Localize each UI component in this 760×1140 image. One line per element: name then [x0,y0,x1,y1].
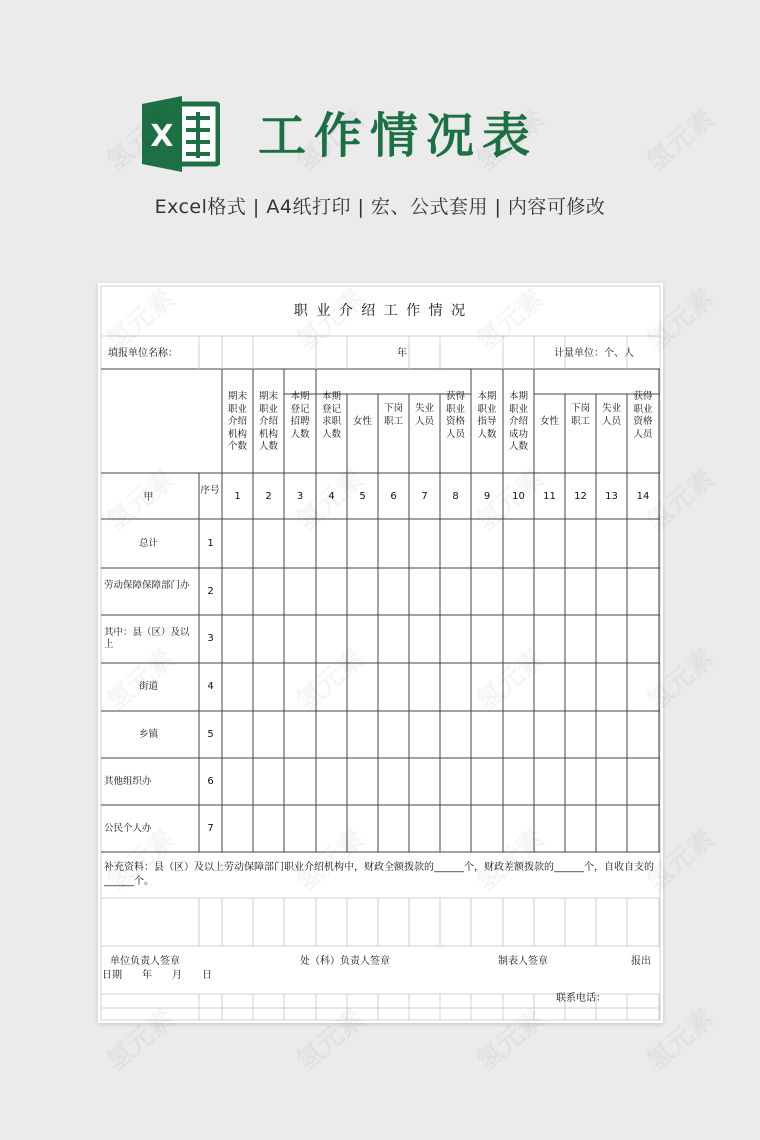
data-cell[interactable] [627,568,659,615]
data-cell[interactable] [378,663,409,711]
data-cell[interactable] [222,805,253,852]
data-cell[interactable] [440,758,471,805]
watermark [637,99,721,177]
measure-unit-label: 计量单位：个、人 [554,348,634,359]
data-cell[interactable] [316,711,347,758]
data-cell[interactable] [284,568,316,615]
data-cell[interactable] [378,758,409,805]
column-number: 3 [296,491,304,502]
column-header: 期末职业介绍机构个数 [227,391,247,452]
column-header: 本期职业介绍成功人数 [508,391,528,452]
data-cell[interactable] [471,615,503,663]
data-cell[interactable] [596,615,627,663]
data-cell[interactable] [534,568,565,615]
sheet-title: 职 业 介 绍 工 作 情 况 [293,303,468,319]
data-cell[interactable] [565,615,596,663]
data-cell[interactable] [222,568,253,615]
unit-name-label: 填报单位名称： [108,348,178,359]
data-cell[interactable] [409,615,440,663]
data-cell[interactable] [347,519,378,568]
data-cell[interactable] [503,711,534,758]
column-header: 失业人员 [414,403,434,427]
data-cell[interactable] [440,519,471,568]
data-cell[interactable] [378,519,409,568]
data-cell[interactable] [471,568,503,615]
data-cell[interactable] [627,711,659,758]
column-number: 10 [512,491,525,502]
data-cell[interactable] [222,663,253,711]
data-cell[interactable] [627,805,659,852]
data-cell[interactable] [534,758,565,805]
data-cell[interactable] [627,758,659,805]
data-cell[interactable] [378,568,409,615]
data-cell[interactable] [627,615,659,663]
row-number: 1 [207,537,214,549]
data-cell[interactable] [284,805,316,852]
row-number: 5 [207,728,214,740]
data-cell[interactable] [222,519,253,568]
data-cell[interactable] [284,711,316,758]
column-number: 11 [543,491,556,502]
data-cell[interactable] [440,663,471,711]
data-cell[interactable] [440,615,471,663]
column-number: 7 [421,491,428,502]
data-cell[interactable] [316,568,347,615]
column-header: 获得职业资格人员 [633,391,653,440]
seq-header: 序号 [200,485,220,496]
data-cell[interactable] [596,758,627,805]
column-header: 期末职业介绍机构人数 [258,391,278,452]
column-number: 12 [574,491,587,502]
data-cell[interactable] [253,663,284,711]
column-header: 女性 [539,416,559,427]
column-header: 本期登记求职人数 [321,391,341,440]
column-number: 14 [636,491,650,502]
data-cell[interactable] [409,568,440,615]
row-number: 6 [207,775,214,787]
data-cell[interactable] [316,758,347,805]
data-cell[interactable] [253,711,284,758]
column-number: 2 [265,491,272,502]
column-number: 5 [359,491,366,502]
data-cell[interactable] [503,568,534,615]
date-label: 日期 年 月 日 [102,970,212,981]
column-number: 9 [483,491,491,502]
data-cell[interactable] [471,758,503,805]
row-number: 7 [207,822,214,834]
data-cell[interactable] [347,758,378,805]
data-cell[interactable] [409,758,440,805]
sign-report-label: 报出 [631,956,651,967]
row-label: 总计 [138,537,158,549]
data-cell[interactable] [409,711,440,758]
data-cell[interactable] [253,805,284,852]
data-cell[interactable] [440,711,471,758]
row-label: 乡镇 [138,728,158,740]
column-number: 13 [605,491,618,502]
data-cell[interactable] [565,711,596,758]
row-number: 4 [207,681,214,692]
data-cell[interactable] [534,711,565,758]
data-cell[interactable] [222,615,253,663]
data-cell[interactable] [596,663,627,711]
row-number: 3 [207,633,214,644]
row-label: 公民个人办 [104,822,152,834]
data-cell[interactable] [565,758,596,805]
data-cell[interactable] [378,805,409,852]
data-cell[interactable] [347,711,378,758]
logo-letter: X [150,119,174,154]
row-label: 街道 [138,681,158,692]
data-cell[interactable] [471,711,503,758]
data-cell[interactable] [284,758,316,805]
data-cell[interactable] [565,519,596,568]
data-cell[interactable] [503,758,534,805]
data-cell[interactable] [347,568,378,615]
row-label: 其中：县（区）及以上 [104,627,190,650]
row-label: 其他组织办 [104,775,152,787]
data-cell[interactable] [378,615,409,663]
column-header: 获得职业资格人员 [445,391,465,440]
year-label: 年 [397,348,407,359]
data-cell[interactable] [253,615,284,663]
column-header: 失业人员 [601,403,621,427]
data-cell[interactable] [565,568,596,615]
sign-dept-label: 处（科）负责人签章 [300,956,390,967]
column-header: 下岗职工 [383,403,403,427]
column-number: 6 [390,491,397,502]
data-cell[interactable] [284,615,316,663]
data-cell[interactable] [596,805,627,852]
data-cell[interactable] [253,758,284,805]
data-cell[interactable] [409,663,440,711]
column-header: 本期职业指导人数 [477,391,497,440]
column-header: 本期登记招聘人数 [290,391,310,440]
page-subtitle: Excel格式 | A4纸打印 | 宏、公式套用 | 内容可修改 [154,196,606,218]
spreadsheet-page [98,283,663,1023]
data-cell[interactable] [222,711,253,758]
data-cell[interactable] [596,519,627,568]
column-header: 下岗职工 [570,403,590,427]
data-cell[interactable] [565,805,596,852]
column-header: 女性 [352,416,372,427]
data-cell[interactable] [253,568,284,615]
row-a-label: 甲 [143,492,154,503]
data-cell[interactable] [503,519,534,568]
data-cell[interactable] [596,711,627,758]
data-cell[interactable] [253,519,284,568]
data-cell[interactable] [596,568,627,615]
data-cell[interactable] [409,805,440,852]
column-number: 4 [328,491,335,502]
data-cell[interactable] [222,758,253,805]
data-cell[interactable] [378,711,409,758]
phone-label: 联系电话： [556,993,606,1004]
column-number: 1 [234,491,241,502]
row-label: 劳动保障保障部门办 [104,579,190,591]
data-cell[interactable] [565,663,596,711]
supplement-note: 补充资料：县（区）及以上劳动保障部门职业介绍机构中，财政全额拨款的______个，财政差额拨款的______个，自收自支的______个。 [104,862,654,887]
sign-maker-label: 制表人签章 [498,956,548,967]
data-cell[interactable] [440,568,471,615]
sign-unit-label: 单位负责人签章 [110,956,180,967]
data-cell[interactable] [409,519,440,568]
data-cell[interactable] [534,519,565,568]
column-number: 8 [452,491,459,502]
page-title: 工作情况表 [258,108,539,164]
data-cell[interactable] [440,805,471,852]
row-number: 2 [207,585,214,597]
